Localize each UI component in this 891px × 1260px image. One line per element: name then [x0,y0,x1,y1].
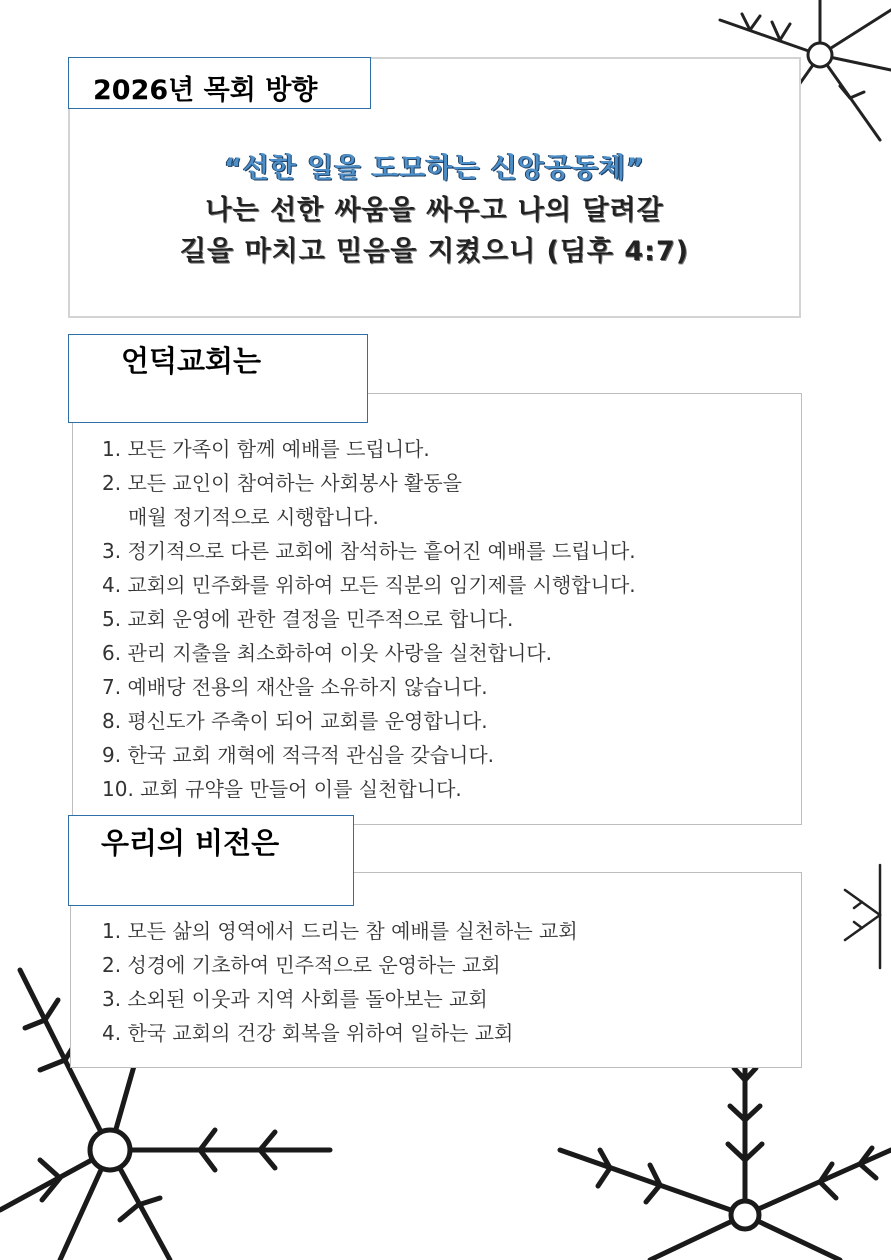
list-item: 2. 성경에 기초하여 민주적으로 운영하는 교회 [102,953,501,977]
list-item: 3. 정기적으로 다른 교회에 참석하는 흩어진 예배를 드립니다. [102,539,636,563]
snowflake-icon [550,1040,891,1260]
list-item: 6. 관리 지출을 최소화하여 이웃 사랑을 실천합니다. [102,641,552,665]
list-item: 9. 한국 교회 개혁에 적극적 관심을 갖습니다. [102,743,495,767]
list-item: 4. 교회의 민주화를 위하여 모든 직분의 임기제를 시행합니다. [102,573,636,597]
divider [371,57,671,59]
church-list [102,432,636,806]
vision-list [102,914,578,1050]
list-item: 3. 소외된 이웃과 지역 사회를 돌아보는 교회 [102,987,488,1011]
section-title-church: 언덕교회는 [68,334,368,423]
list-item: 매월 정기적으로 시행합니다. [128,505,379,529]
motto: “선한 일을 도모하는 신앙공동체” [224,153,645,184]
list-item: 1. 모든 삶의 영역에서 드리는 참 예배를 실천하는 교회 [102,919,578,943]
list-item: 4. 한국 교회의 건강 회복을 위하여 일하는 교회 [102,1021,514,1045]
list-item: 5. 교회 운영에 관한 결정을 민주적으로 합니다. [102,607,514,631]
list-item: 8. 평신도가 주축이 되어 교회를 운영합니다. [102,709,488,733]
list-item: 2. 모든 교인이 참여하는 사회봉사 활동을 [102,471,462,495]
verse-line-2: 길을 마치고 믿음을 지켰으니 (딤후 4:7) [179,236,690,267]
list-item: 10. 교회 규약을 만들어 이를 실천합니다. [102,777,462,801]
snowflake-icon [840,860,891,970]
list-item: 7. 예배당 전용의 재산을 소유하지 않습니다. [102,675,488,699]
section-title-vision: 우리의 비전은 [68,815,354,906]
verse-line-1: 나는 선한 싸움을 싸우고 나의 달려갈 [205,195,664,226]
section-title-theme: 2026년 목회 방향 [68,57,371,109]
list-item: 1. 모든 가족이 함께 예배를 드립니다. [102,437,430,461]
